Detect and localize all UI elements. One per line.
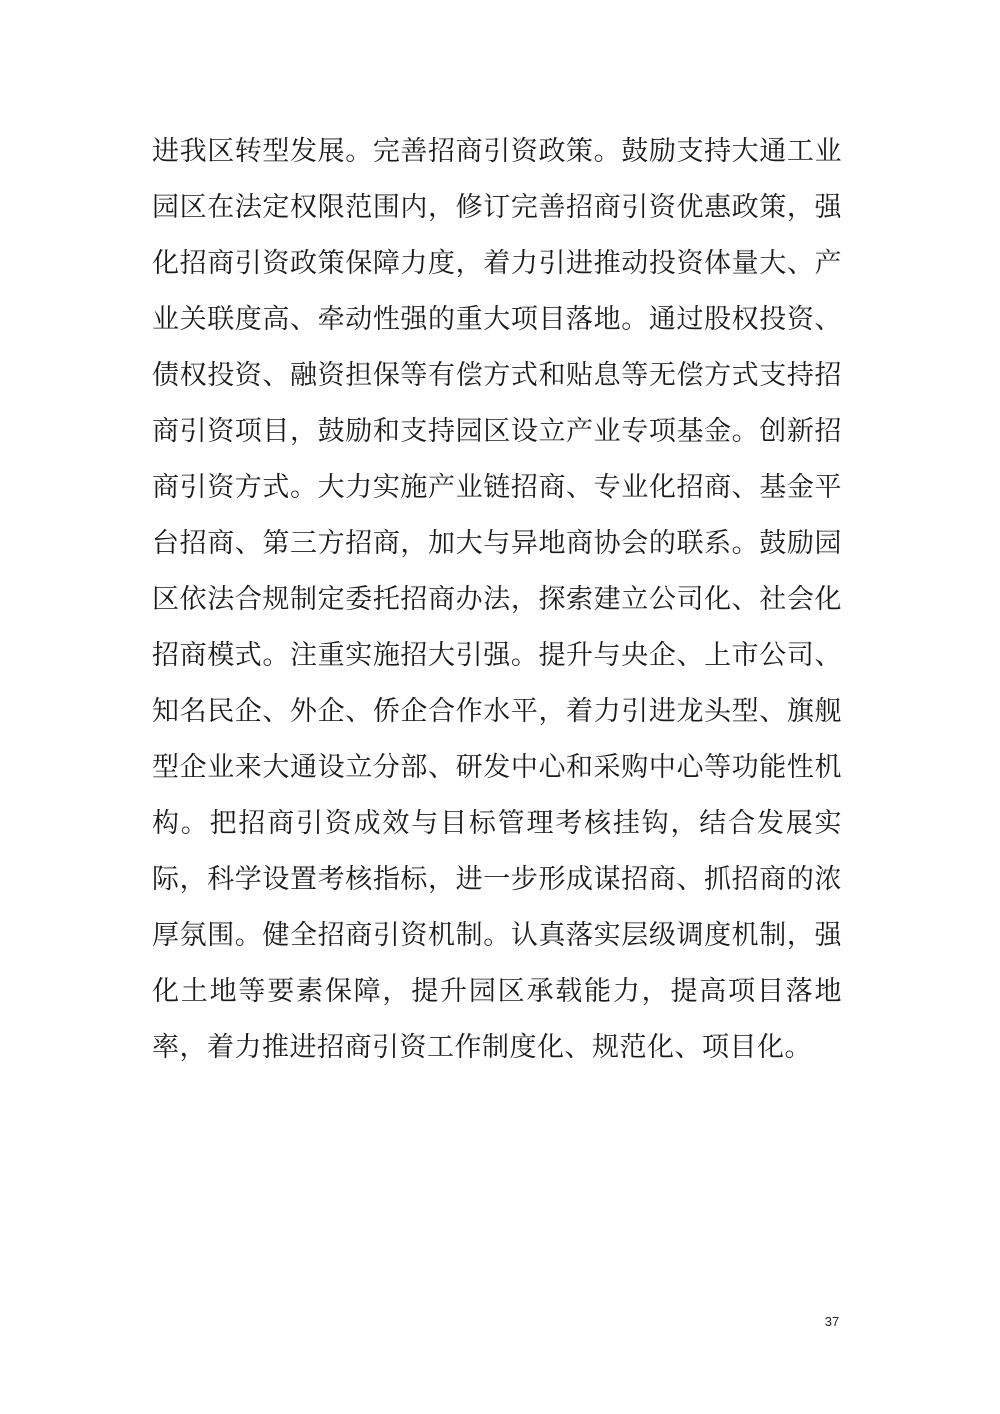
text-line: 商引资项目，鼓励和支持园区设立产业专项基金。创新招	[152, 416, 842, 447]
text-line: 化土地等要素保障，提升园区承载能力，提高项目落地	[152, 976, 842, 1007]
text-line: 厚氛围。健全招商引资机制。认真落实层级调度机制，强	[152, 920, 842, 951]
text-line: 构。把招商引资成效与目标管理考核挂钩，结合发展实	[152, 808, 842, 839]
text-line: 知名民企、外企、侨企合作水平，着力引进龙头型、旗舰	[152, 696, 842, 727]
body-paragraph	[152, 124, 842, 1076]
text-line: 园区在法定权限范围内，修订完善招商引资优惠政策，强	[152, 192, 842, 223]
text-line: 业关联度高、牵动性强的重大项目落地。通过股权投资、	[152, 304, 842, 335]
text-line: 际，科学设置考核指标，进一步形成谋招商、抓招商的浓	[152, 864, 842, 895]
text-line: 区依法合规制定委托招商办法，探索建立公司化、社会化	[152, 584, 842, 615]
text-line: 债权投资、融资担保等有偿方式和贴息等无偿方式支持招	[152, 360, 842, 391]
text-line: 化招商引资政策保障力度，着力引进推动投资体量大、产	[152, 248, 842, 279]
text-line: 商引资方式。大力实施产业链招商、专业化招商、基金平	[152, 472, 842, 503]
text-line: 型企业来大通设立分部、研发中心和采购中心等功能性机	[152, 752, 842, 783]
text-line: 招商模式。注重实施招大引强。提升与央企、上市公司、	[152, 640, 842, 671]
text-line: 台招商、第三方招商，加大与异地商协会的联系。鼓励园	[152, 528, 842, 559]
page-number: 37	[824, 1314, 840, 1329]
text-line: 进我区转型发展。完善招商引资政策。鼓励支持大通工业	[152, 136, 842, 167]
text-line: 率，着力推进招商引资工作制度化、规范化、项目化。	[152, 1032, 812, 1063]
